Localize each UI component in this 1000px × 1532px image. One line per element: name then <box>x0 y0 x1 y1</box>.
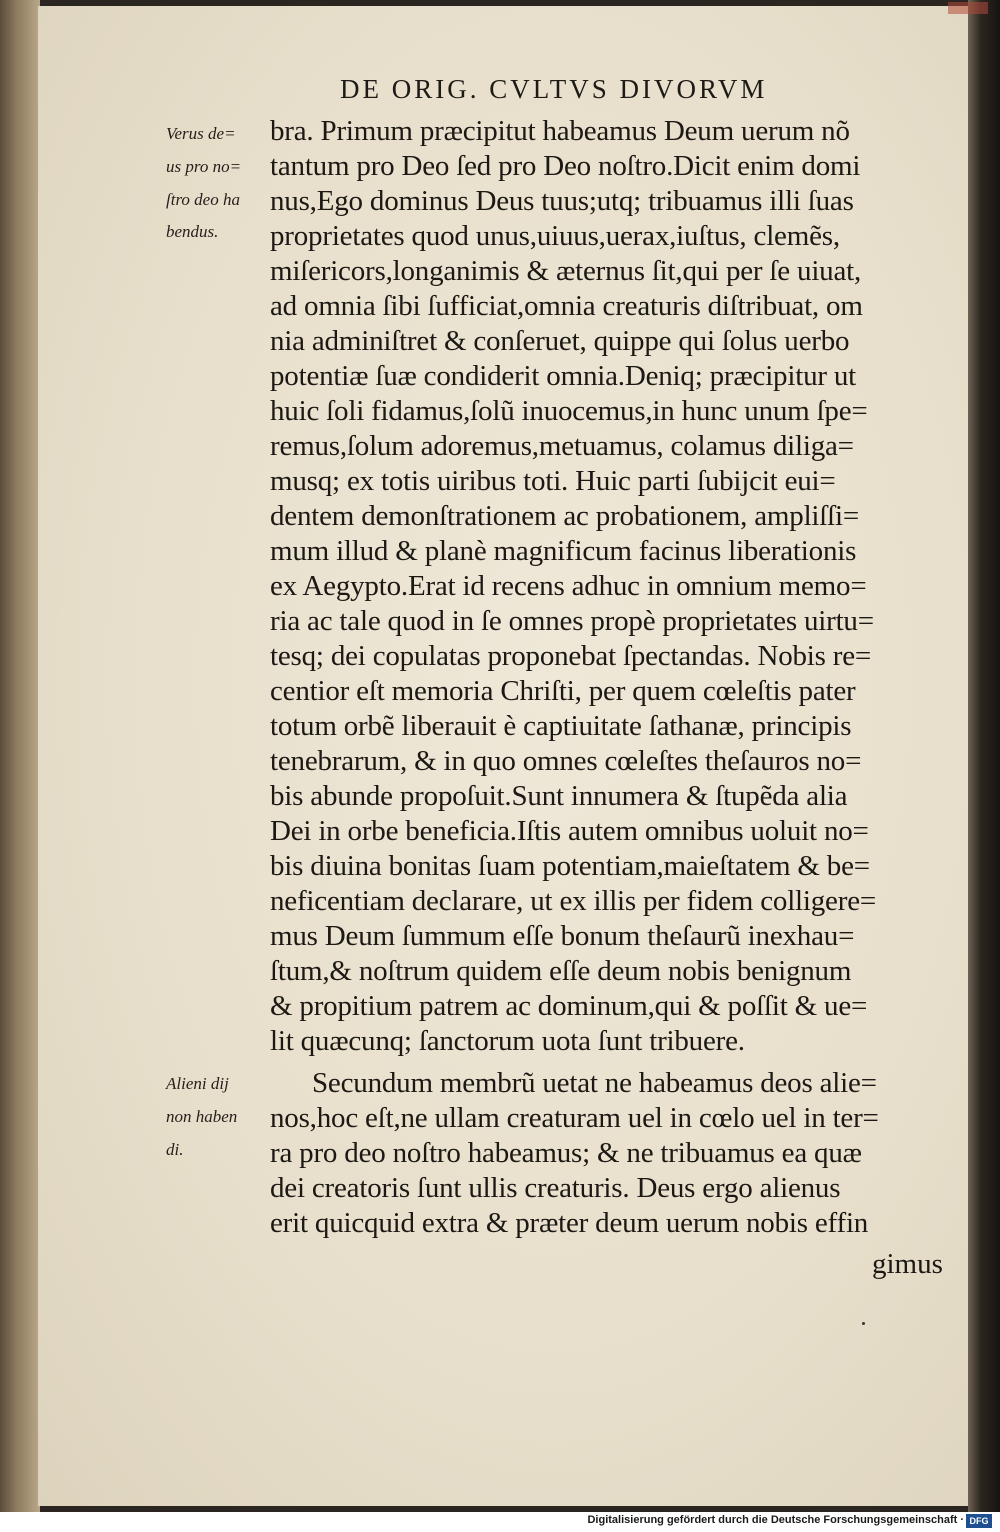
body-line: nia adminiſtret & conſeruet, quippe qui ſolus uerbo <box>270 325 850 357</box>
body-line: & propitium patrem ac dominum,qui & poſſit & ue= <box>270 990 868 1022</box>
body-line: potentiæ ſuæ condiderit omnia.Deniq; præcipitur ut <box>270 360 857 392</box>
body-line: nus,Ego dominus Deus tuus;utq; tribuamus illi ſuas <box>270 185 854 217</box>
body-line: ra pro deo noſtro habeamus; & ne tribuamus ea quæ <box>270 1137 862 1169</box>
paper-speck <box>862 1322 865 1325</box>
body-line: nos,hoc eſt,ne ullam creaturam uel in cœlo uel in ter= <box>270 1102 879 1134</box>
marginal-note-line: ſtro deo ha <box>166 190 240 209</box>
marginal-note-line: Alieni dij <box>166 1074 229 1093</box>
book-gutter <box>0 0 40 1512</box>
body-line: centior eſt memoria Chriſti, per quem cœleſtis pater <box>270 675 856 707</box>
body-line: bra. Primum præcipitut habeamus Deum uerum nõ <box>270 115 850 147</box>
body-line: tantum pro Deo ſed pro Deo noſtro.Dicit enim domi <box>270 150 861 182</box>
body-line: dentem demonſtrationem ac probationem, ampliſſi= <box>270 500 860 532</box>
body-line: Secundum membrũ uetat ne habeamus deos alie= <box>312 1067 877 1099</box>
scan-color-mark <box>948 2 988 14</box>
body-line: tenebrarum, & in quo omnes cœleſtes theſauros no= <box>270 745 862 777</box>
body-line: ad omnia ſibi ſufficiat,omnia creaturis diſtribuat, om <box>270 290 863 322</box>
body-line: neficentiam declarare, ut ex illis per fidem colligere= <box>270 885 877 917</box>
running-head: DE ORIG. CVLTVS DIVORVM <box>340 74 768 104</box>
funding-note: Digitalisierung gefördert durch die Deutsche Forschungsgemeinschaft · <box>587 1514 964 1526</box>
body-line: dei creatoris ſunt ullis creaturis. Deus ergo alienus <box>270 1172 841 1204</box>
body-line: mum illud & planè magnificum facinus liberationis <box>270 535 857 567</box>
marginal-note-line: non haben <box>166 1107 238 1126</box>
body-line: erit quicquid extra & præter deum uerum nobis effin <box>270 1207 869 1239</box>
catchword: gimus <box>872 1248 943 1280</box>
body-line: bis abunde propoſuit.Sunt innumera & ſtupẽda alia <box>270 780 848 812</box>
marginal-note-line: di. <box>166 1140 184 1159</box>
body-line: ſtum,& noſtrum quidem eſſe deum nobis benignum <box>270 955 852 987</box>
body-line: bis diuina bonitas ſuam potentiam,maieſtatem & be= <box>270 850 870 882</box>
body-line: miſericors,longanimis & æternus ſit,qui per ſe uiuat, <box>270 255 862 287</box>
dfg-logo: DFG <box>966 1514 992 1528</box>
body-line: proprietates quod unus,uiuus,uerax,iuſtus, clemẽs, <box>270 220 840 252</box>
body-line: ria ac tale quod in ſe omnes propè proprietates uirtu= <box>270 605 874 637</box>
body-line: lit quæcunq; ſanctorum uota ſunt tribuere. <box>270 1025 745 1057</box>
marginal-note-line: bendus. <box>166 222 219 241</box>
body-line: mus Deum ſummum eſſe bonum theſaurũ inexhau= <box>270 920 855 952</box>
body-line: tesq; dei copulatas proponebat ſpectandas. Nobis re= <box>270 640 872 672</box>
marginal-note-line: Verus de= <box>166 124 236 143</box>
body-line: Dei in orbe beneficia.Iſtis autem omnibus uoluit no= <box>270 815 869 847</box>
body-line: totum orbẽ liberauit è captiuitate ſathanæ, principis <box>270 710 852 742</box>
body-line: remus,ſolum adoremus,metuamus, colamus diliga= <box>270 430 854 462</box>
body-line: musq; ex totis uiribus toti. Huic parti ſubijcit eui= <box>270 465 836 497</box>
page-edge-shadow <box>968 0 1000 1512</box>
marginal-note-line: us pro no= <box>166 157 242 176</box>
body-line: ex Aegypto.Erat id recens adhuc in omnium memo= <box>270 570 867 602</box>
body-line: huic ſoli fidamus,ſolũ inuocemus,in hunc unum ſpe= <box>270 395 868 427</box>
